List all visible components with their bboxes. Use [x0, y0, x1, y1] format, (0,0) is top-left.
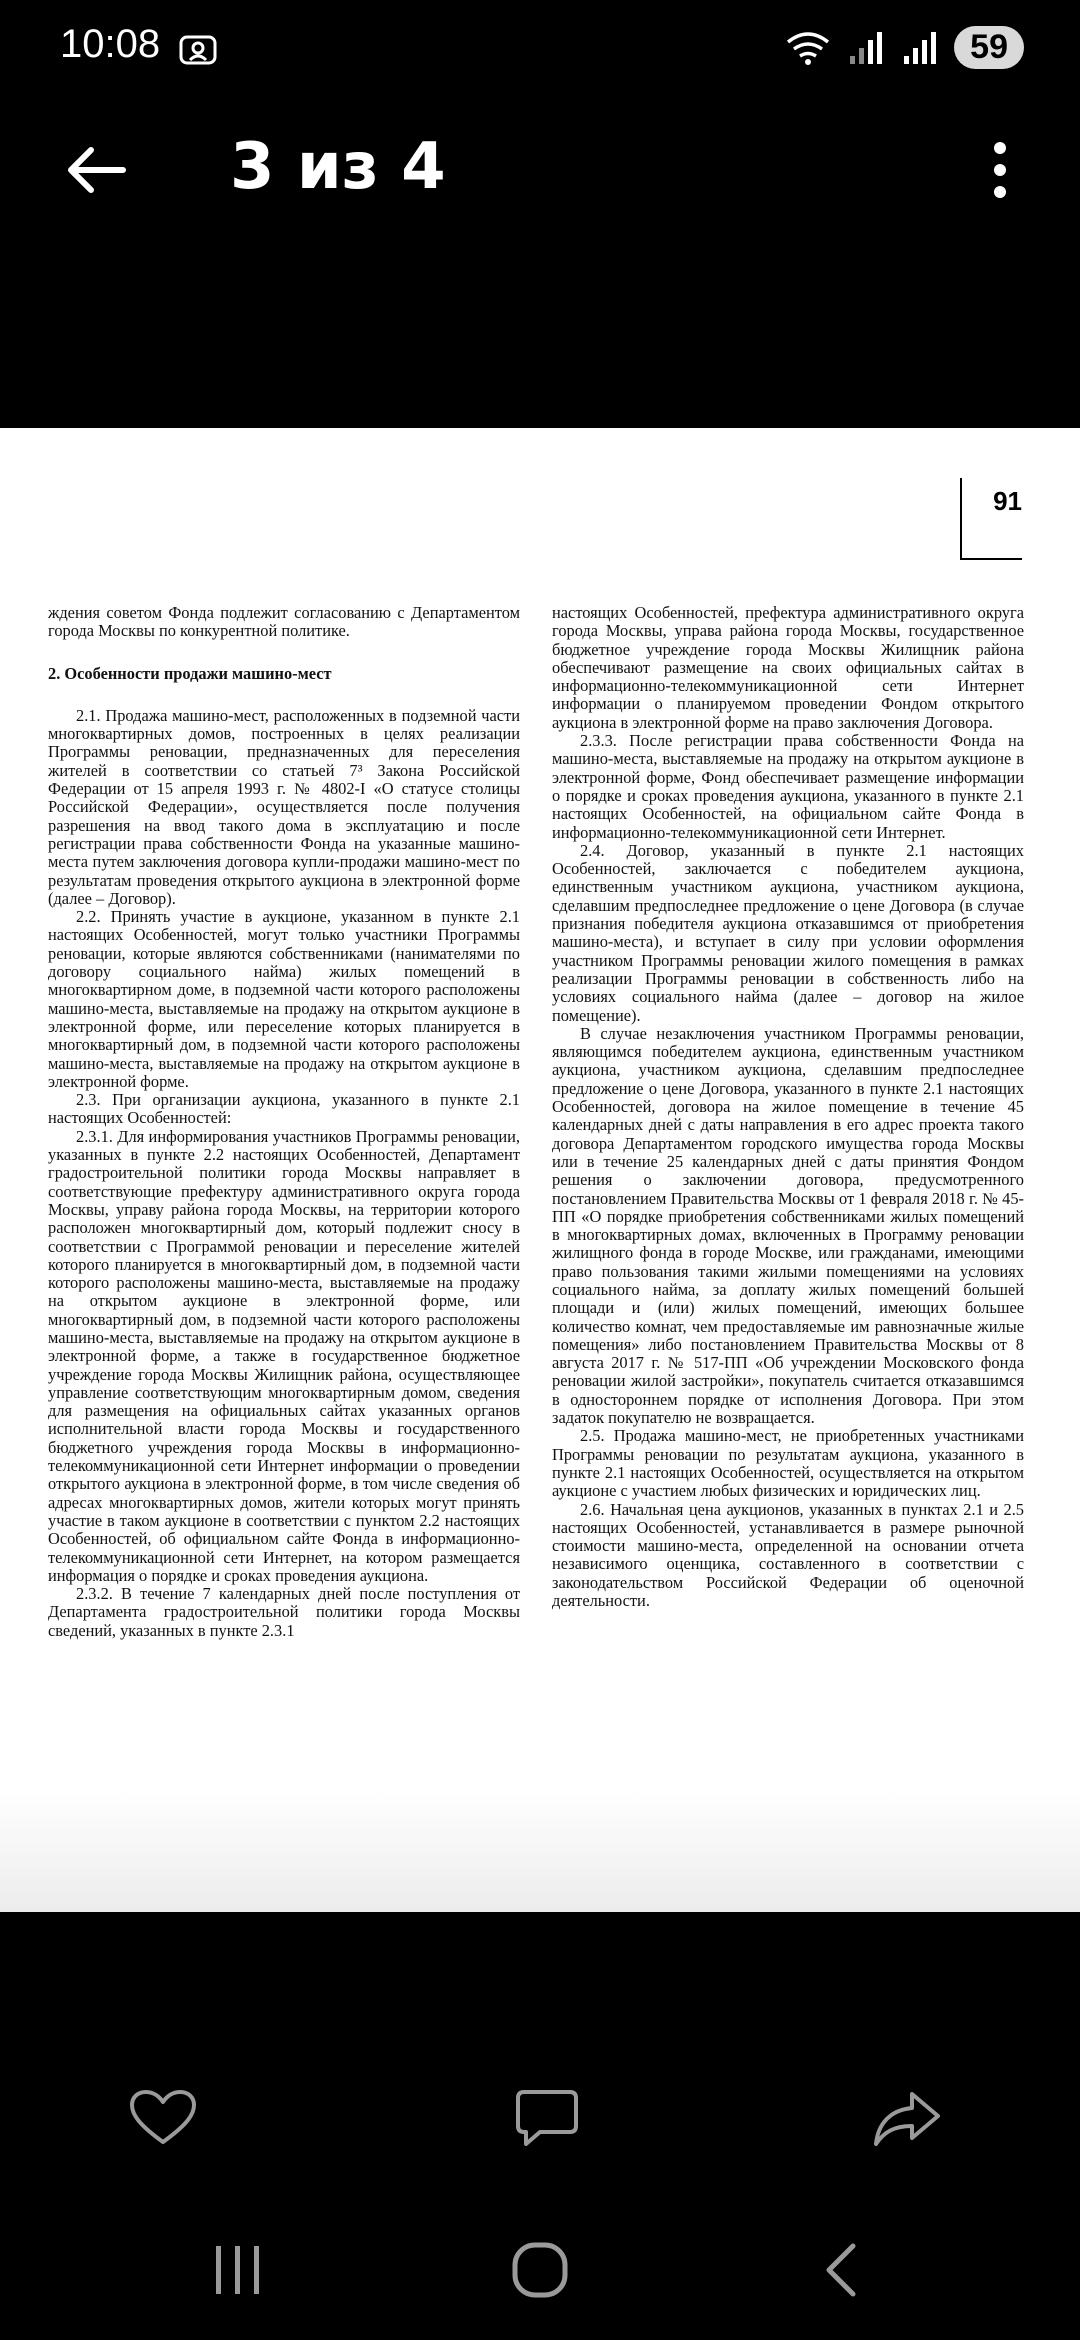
system-back-button[interactable] — [792, 2220, 892, 2320]
paragraph: В случае незаключения участником Программы реновации, являющимся победителем аукциона, единственным участником аукциона, участником аукциона, сделавшим предпоследнее предложение о цене Договора, указанного в пункте 2.1 настоящих Особенностей, договора на жилое помещение в течение 45 календарных дней с даты направления в его адрес проекта такого договора Департаментом городского имущества города Москвы или в течение 25 календарных дней с даты принятия Фондом решения о заключении договора, предусмотренного постановлением Правительства Москвы от 1 февраля 2018 г. № 45-ПП «О порядке приобретения собственниками жилых помещений в многоквартирных домах, включенных в Программу реновации жилищного фонда в городе Москве, или гражданами, имеющими право пользования такими жилыми помещениями на условиях социального найма, за доплату жилых помещений большей площади и (или) жилых помещений, имеющих большее количество комнат, чем предоставляемые им равнозначные жилые помещения» либо постановлением Правительства Москвы от 8 августа 2017 г. № 517-ПП «Об учреждении Московского фонда реновации жилой застройки», покупатель считается отказавшимся в одностороннем порядке от исполнения Договора. При этом задаток покупателю не возвращается. — [552, 1023, 1024, 1428]
heart-icon — [128, 2088, 198, 2148]
page-counter-title: 3 из 4 — [230, 130, 446, 204]
share-icon — [872, 2088, 942, 2148]
paragraph: 2.3. При организации аукциона, указанного в пункте 2.1 настоящих Особенностей: — [48, 1090, 520, 1128]
arrow-left-icon — [63, 145, 127, 195]
home-button[interactable] — [490, 2220, 590, 2320]
top-toolbar — [0, 100, 1080, 240]
screenshot-icon — [178, 30, 218, 70]
recents-icon — [210, 2242, 266, 2298]
comment-button[interactable] — [502, 2078, 592, 2158]
system-navigation-bar — [0, 2200, 1080, 2340]
paragraph: 2.5. Продажа машино-мест, не приобретенных участниками Программы реновации по результатам аукциона, указанного в пункте 2.1 настоящих Особенностей, осуществляется на открытом аукционе с участием любых физических и юридических лиц. — [552, 1426, 1024, 1501]
paragraph: 2.3.3. После регистрации права собственности Фонда на машино-места, выставляемые на продажу на открытом аукционе в электронной форме, Фонд обеспечивает размещение информации о порядке и сроках проведения аукциона, указанного в пункте 2.1 настоящих Особенностей, на официальном сайте Фонда в информационно-телекоммуникационной сети Интернет. — [552, 731, 1024, 842]
wifi-icon — [784, 28, 832, 68]
paragraph: 2.6. Начальная цена аукционов, указанных в пунктах 2.1 и 2.5 настоящих Особенностей, устанавливается в размере рыночной стоимости машино-места, определенной на основании отчета независимого оценщика, составленного в соответствии с законодательством Российской Федерации об оценочной деятельности. — [552, 1499, 1024, 1611]
more-options-button[interactable] — [960, 130, 1040, 210]
document-page[interactable] — [0, 428, 1080, 1912]
back-icon — [817, 2240, 867, 2300]
page-number-box — [960, 478, 1022, 560]
section-heading: 2. Особенности продажи машино-мест — [48, 663, 332, 683]
like-button[interactable] — [118, 2078, 208, 2158]
paragraph: 2.2. Принять участие в аукционе, указанном в пункте 2.1 настоящих Особенностей, могут только участники Программы реновации, которые являются собственниками (нанимателями по договору социального найма) жилых помещений в многоквартирном доме, в подземной части которого расположены машино-места, выставляемые на продажу на открытом аукционе в электронной форме, или переселение которых планируется в многоквартирный дом, в подземной части которого расположены машино-места, выставляемые на продажу на открытом аукционе в электронной форме. — [48, 907, 520, 1091]
document-columns — [48, 604, 1024, 1640]
signal-sim2-icon — [900, 28, 940, 68]
action-bar — [0, 2060, 1080, 2170]
page-number: 91 — [993, 486, 1022, 516]
home-icon — [510, 2240, 570, 2300]
share-button[interactable] — [862, 2078, 952, 2158]
more-vertical-icon — [990, 140, 1010, 200]
status-bar — [0, 0, 1080, 100]
comment-icon — [514, 2086, 580, 2150]
battery-level: 59 — [954, 26, 1024, 69]
paragraph: настоящих Особенностей, префектура административного округа города Москвы, управа района города Москвы, государственное бюджетное учреждение города Москвы Жилищник района обеспечивают размещение на своих официальных сайтах в информационно-телекоммуникационной сети Интернет информации о планируемом проведении Фондом открытого аукциона в электронной форме на право заключения Договора. — [552, 603, 1024, 732]
paragraph: 2.1. Продажа машино-мест, расположенных в подземной части многоквартирных домов, построенных в целях реализации Программы реновации, предназначенных для переселения жителей в соответствии со статьей 7³ Закона Российской Федерации от 15 апреля 1993 г. № 4802-I «О статусе столицы Российской Федерации», осуществляется после получения разрешения на ввод такого дома в эксплуатацию и после регистрации права собственности Фонда на указанные машино-места путем заключения договора купли-продажи машино-мест по результатам проведения открытого аукциона в электронной форме (далее – Договор). — [48, 705, 520, 908]
status-time: 10:08 — [60, 22, 161, 66]
recents-button[interactable] — [188, 2220, 288, 2320]
left-column — [48, 604, 520, 1640]
paragraph: 2.4. Договор, указанный в пункте 2.1 настоящих Особенностей, заключается с победителем аукциона, единственным участником аукциона, участником аукциона, сделавшим предпоследнее предложение о цене Договора (в случае признания победителя аукциона отказавшимся от приобретения машино-места), и вступает в силу при условии оформления участником Программы реновации жилого помещения в рамках реализации Программы реновации в собственность либо на условиях социального найма (далее – договор на жилое помещение). — [552, 840, 1024, 1025]
paragraph: 2.3.2. В течение 7 календарных дней после поступления от Департамента градостроительной политики города Москвы сведений, указанных в пункте 2.3.1 — [48, 1584, 520, 1640]
paragraph: 2.3.1. Для информирования участников Программы реновации, указанных в пункте 2.2 настоящих Особенностей, Департамент градостроительной политики города Москвы направляет в соответствующие префектуру административного округа города Москвы, управу района города Москвы, на территории которого расположен многоквартирный дом, который подлежит сносу в соответствии с Программой реновации и переселение жителей которого планируется в многоквартирный дом, в подземной части которого расположены машино-места, выставляемые на продажу на открытом аукционе в электронной форме, или многоквартирный дом, в подземной части которого расположены машино-места, выставляемые на продажу на открытом аукционе в электронной форме, а также в государственное бюджетное учреждение города Москвы Жилищник района, осуществляющее управление соответствующим многоквартирным домом, сведения для размещения на официальных сайтах указанных органов исполнительной власти города Москвы и государственного бюджетного учреждения города Москвы в информационно-телекоммуникационной сети Интернет информации о проведении открытого аукциона в электронной форме, в том числе сведения об адресах многоквартирных домов, жители которых могут принять участие в таком аукционе в соответствии с пунктом 2.2 настоящих Особенностей, об официальном сайте Фонда в информационно-телекоммуникационной сети Интернет, на котором размещается информация о порядке и сроках проведения аукциона. — [48, 1126, 520, 1585]
signal-sim1-icon — [846, 28, 886, 68]
back-button[interactable] — [55, 130, 135, 210]
right-column — [552, 604, 1024, 1640]
status-indicators — [784, 26, 1024, 69]
page-bottom-shade — [0, 1792, 1080, 1912]
paragraph: ждения советом Фонда подлежит согласованию с Департаментом города Москвы по конкурентной политике. — [48, 603, 520, 641]
